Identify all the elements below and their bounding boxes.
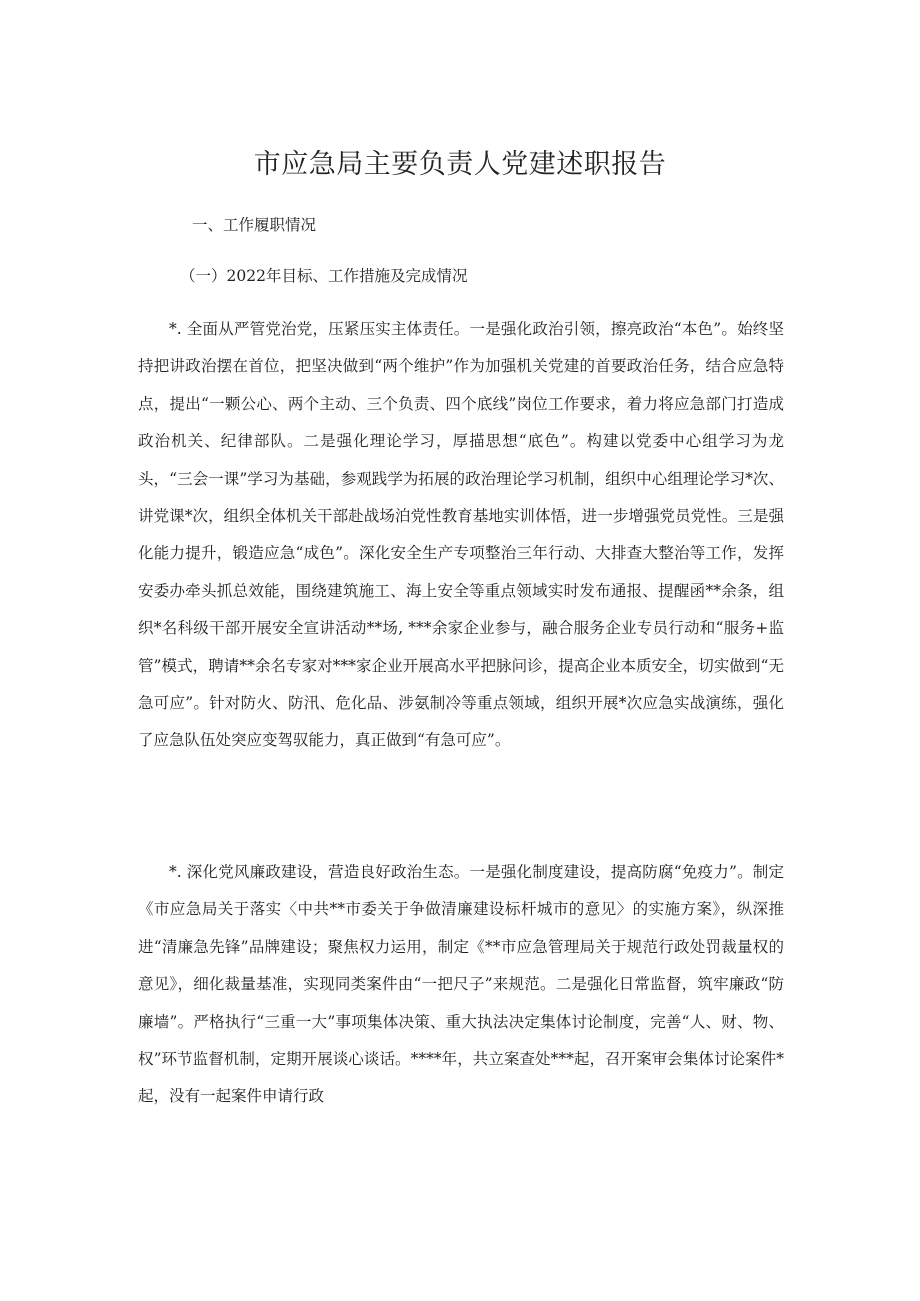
body-paragraph: *. 深化党风廉政建设，营造良好政治生态。一是强化制度建设，提高防腐“免疫力”。制定《市应急局关于落实〈中共**市委关于争做清廉建设标杆城市的意见〉的实施方案》，纵深推进“清廉急先锋”品牌建设；聚焦权力运用，制定《**市应急管理局关于规范行政处罚裁量权的意见》，细化裁量基准，实现同类案件由“一把尺子”来规范。二是强化日常监督，筑牢廉政“防廉墙”。严格执行“三重一大”事项集体决策、重大执法决定集体讨论制度，完善“人、财、物、权”环节监督机制，定期开展谈心谈话。****年，共立案查处***起，召开案审会集体讨论案件*起，没有一起案件申请行政: [138, 863, 784, 1106]
document-title: 市应急局主要负责人党建述职报告: [253, 149, 667, 180]
body-paragraph: *. 全面从严管党治党，压紧压实主体责任。一是强化政治引领，擦亮政治“本色”。始终坚持把讲政治摆在首位，把坚决做到“两个维护”作为加强机关党建的首要政治任务，结合应急特点，提出“一颗公心、两个主动、三个负责、四个底线”岗位工作要求，着力将应急部门打造成政治机关、纪律部队。二是强化理论学习，厚描思想“底色”。构建以党委中心组学习为龙头，“三会一课”学习为基础，参观践学为拓展的政治理论学习机制，组织中心组理论学习*次、讲党课*次，组织全体机关干部赴战场泊党性教育基地实训体悟，进一步增强党员党性。三是强化能力提升，锻造应急“成色”。深化安全生产专项整治三年行动、大排查大整治等工作，发挥安委办牵头抓总效能，围绕建筑施工、海上安全等重点领域实时发布通报、提醒函**余条，组织*名科级干部开展安全宣讲活动**场, ***余家企业参与，融合服务企业专员行动和“服务+监管”模式，聘请**余名专家对***家企业开展高水平把脉问诊，提高企业本质安全，切实做到“无急可应”。针对防火、防汛、危化品、涉氨制冷等重点领域，组织开展*次应急实战演练，强化了应急队伍处突应变驾驭能力，真正做到“有急可应”。: [138, 320, 784, 750]
section-heading: 一、工作履职情况: [192, 216, 317, 234]
subsection-heading: （一）2022年目标、工作措施及完成情况: [180, 267, 468, 285]
